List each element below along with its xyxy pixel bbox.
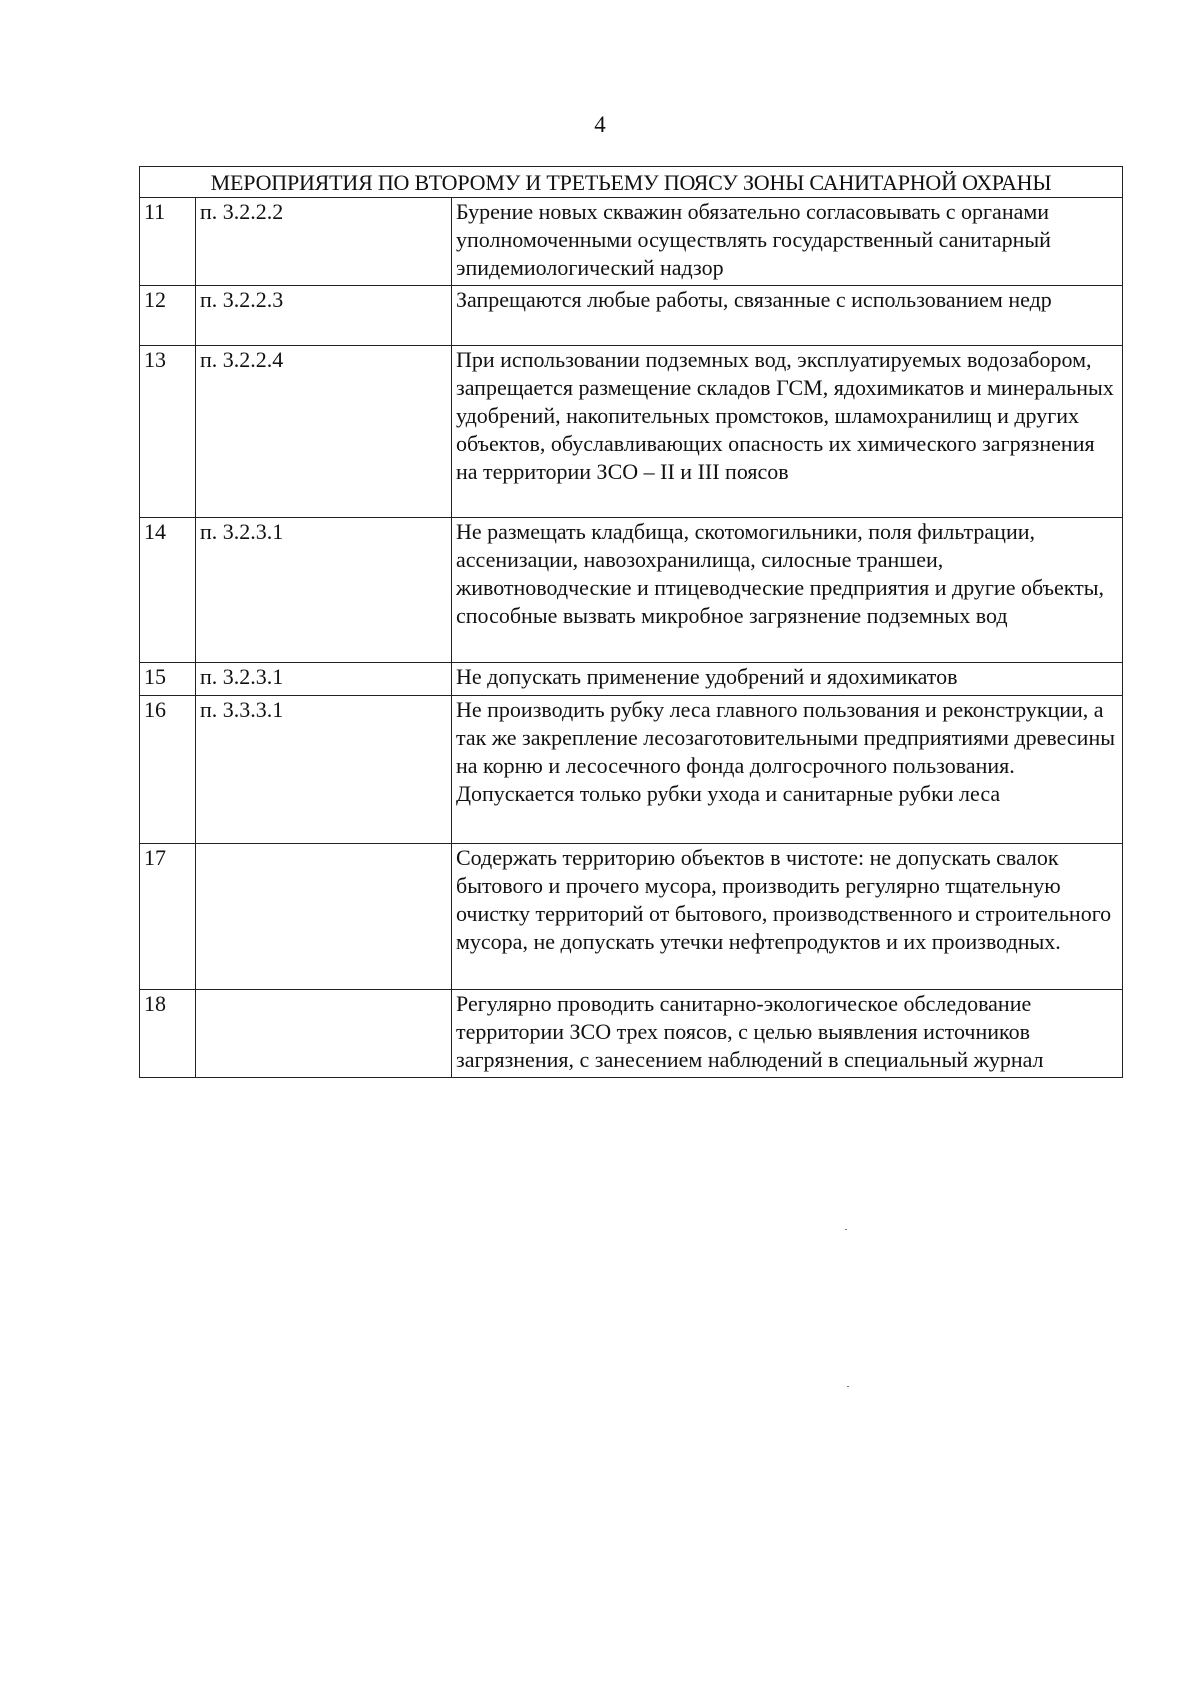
table-row	[140, 286, 1123, 346]
table-header: МЕРОПРИЯТИЯ ПО ВТОРОМУ И ТРЕТЬЕМУ ПОЯСУ ЗОНЫ САНИТАРНОЙ ОХРАНЫ	[140, 167, 1123, 198]
row-number: 14	[140, 518, 196, 663]
row-reference	[196, 844, 452, 990]
page-number: 4	[594, 112, 606, 137]
row-description: Не допускать применение удобрений и ядохимикатов	[452, 663, 1123, 696]
row-reference: п. 3.2.3.1	[196, 663, 452, 696]
row-description: Регулярно проводить санитарно-экологическое обследование территории ЗСО трех поясов, с целью выявления источников загрязнения, с занесением наблюдений в специальный журнал	[452, 990, 1123, 1078]
row-reference: п. 3.2.3.1	[196, 518, 452, 663]
row-reference	[196, 990, 452, 1078]
row-description: Запрещаются любые работы, связанные с использованием недр	[452, 286, 1123, 346]
row-reference: п. 3.3.3.1	[196, 696, 452, 844]
row-reference: п. 3.2.2.3	[196, 286, 452, 346]
row-number: 15	[140, 663, 196, 696]
row-reference: п. 3.2.2.4	[196, 346, 452, 518]
row-description: Содержать территорию объектов в чистоте: не допускать свалок бытового и прочего мусора, производить регулярно тщательную очистку территорий от бытового, производственного и строительного мусора, не допускать утечки нефтепродуктов и их производных.	[452, 844, 1123, 990]
row-description: При использовании подземных вод, эксплуатируемых водозабором, запрещается размещение складов ГСМ, ядохимикатов и минеральных удобрений, накопительных промстоков, шламохранилищ и других объектов, обуславливающих опасность их химического загрязнения на территории ЗСО – II и III поясов	[452, 346, 1123, 518]
row-description: Не производить рубку леса главного пользования и реконструкции, а так же закрепление лесозаготовительными предприятиями древесины на корню и лесосечного фонда долгосрочного пользования. Допускается только рубки ухода и санитарные рубки леса	[452, 696, 1123, 844]
scan-speck	[845, 1229, 847, 1230]
row-reference: п. 3.2.2.2	[196, 198, 452, 286]
table-row	[140, 518, 1123, 663]
table-row	[140, 346, 1123, 518]
row-number: 13	[140, 346, 196, 518]
row-number: 11	[140, 198, 196, 286]
row-description: Не размещать кладбища, скотомогильники, поля фильтрации, ассенизации, навозохранилища, силосные траншеи, животноводческие и птицеводческие предприятия и другие объекты, способные вызвать микробное загрязнение подземных вод	[452, 518, 1123, 663]
table-row	[140, 990, 1123, 1078]
scan-speck	[847, 1386, 849, 1387]
row-number: 17	[140, 844, 196, 990]
table-row	[140, 844, 1123, 990]
measures-table	[139, 166, 1123, 1078]
row-number: 18	[140, 990, 196, 1078]
table-row	[140, 663, 1123, 696]
table-row	[140, 696, 1123, 844]
table-row	[140, 198, 1123, 286]
row-number: 16	[140, 696, 196, 844]
row-number: 12	[140, 286, 196, 346]
row-description: Бурение новых скважин обязательно согласовывать с органами уполномоченными осуществлять государственный санитарный эпидемиологический надзор	[452, 198, 1123, 286]
table-header-row	[140, 167, 1123, 198]
